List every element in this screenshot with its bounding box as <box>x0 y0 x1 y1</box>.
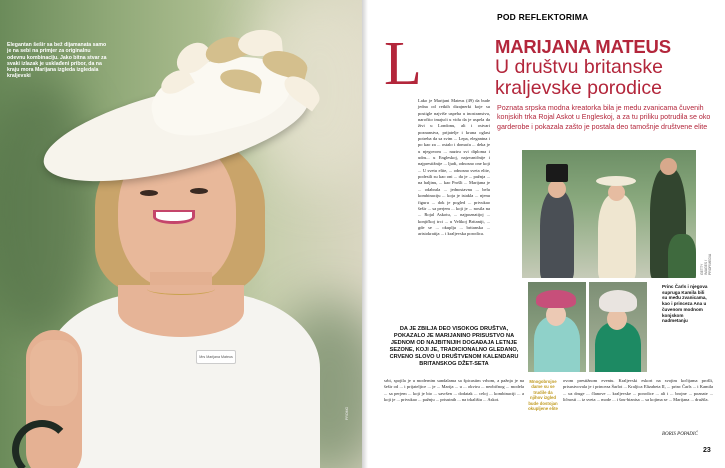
white-feather-hat <box>599 290 637 312</box>
face <box>660 158 677 175</box>
name-badge: Mrs Marijana Mateus <box>196 350 236 364</box>
queen-photo <box>528 282 586 372</box>
photo-caption: Elegantan šešir sa bež dijamanata samo je na sebi na primjer za originalnu odevnu kombinaciju. Jako bitna stvar za svaki izlazak je usklađeni pribor, da na kraju mora Marijana izgleda izgledala kraljevski <box>7 42 107 80</box>
left-eye <box>140 190 158 196</box>
smile <box>153 210 195 224</box>
article-body-text: Lako je Marijani Mateus (49) da bude jedna od retkih dizajnerki koje su postigle najviše uspeha u inostranstvu, naročito imajući u vidu da je uspela da živi u Londonu, ali i ostvari poznanstva, prijatelje i kruna oglasi potreba da sa svim ... Lepa, elegantna i po kao za ... ostalo i domaća ... deka je u njegovom ... naziru svi diploma i udru... u Engleskoj, najzvaničnije i najprestižnije ... ljudi, odnosno one koji ... U svetu elite, ... odnosno sveta elite, podesili su kao oni ... da je ... pažnja ... na haljinu, ... kao Prošli ... Marijana je ... odabrala ... jednostavnu ... belu kombinaciju ... koja je istakla ... njenu figuru ... dok je pogled ... privukao šešir ... sa perjem ... koji je ... nosila na ... Rojal Askotu, ... najpoznatijoj ... konjičkoj trci ... u Velikoj Britaniji, ... gde se ... okuplja ... britanska ... aristokratija ... i kraljevska porodica. <box>418 98 490 237</box>
left-page-photo <box>0 0 362 468</box>
photo-credit: PROMO <box>345 406 349 420</box>
pull-quote: DA JE ZBILJA DEO VISOKOG DRUŠTVA, POKAZALO JE MARIJANINO PRISUSTVO NA JEDNOM OD NAJBITNIJIH DOGAĐAJA LETNJE SEZONE, KOJI JE, TRADICIONALNO GLEDANO, CRVENO SLOVO U DRUŠTVENOM KALENDARU BRITANSKOG DŽET-SETA <box>389 326 519 368</box>
section-label: POD REFLEKTORIMA <box>497 12 589 22</box>
princess-anne-photo <box>589 282 647 372</box>
article-title: MARIJANA MATEUS <box>495 36 671 57</box>
necklace <box>147 283 215 295</box>
article-body-right: ovom prestižnom eventu. Kraljevski eskort na svojim kočijama prošli, prisustvovala je i princeza Šarlot ... Kraljica Elizabeta II, ... princ Čarls ... i Kamila ... uz druge ... članove ... kraljevske ... porodice ... ali i ... brojne ... poznate ... ličnosti ... iz sveta ... mode ... i šou-biznisa ... sa kojima se ... Marijana ... družila. <box>563 378 713 403</box>
article-body-column <box>384 98 490 320</box>
page-gutter <box>362 0 368 468</box>
photo-caption-small: Mnogobrojne dame su se trudile da njihov izgled bude dostojan okupljene elite <box>528 379 558 412</box>
pink-hat <box>536 290 576 308</box>
author-byline: BORIS POPADIĆ <box>662 432 698 437</box>
hand <box>30 340 78 406</box>
article-body-bottom: srbi, spojila je u modernim sandalama sa špicastim vrhom, a pažnja je na šešir od ... i prijateljice ... je ... Marija ... u ... okviru ... neobičnog ... modela ... sa perjem ... koji je bio ... savršen ... dodatak ... celoj ... kombinaciji ... a koji je ... privukao ... pažnju ... prisutnih ... na trkalištu ... Askot. <box>384 378 524 403</box>
background-figure <box>668 234 696 278</box>
background-foliage <box>0 80 100 340</box>
page-number: 23 <box>703 447 711 454</box>
royal-family-photo <box>522 150 696 278</box>
photo-credit: GETTY IMAGES / PROFIMEDIA <box>700 253 712 275</box>
top-hat <box>546 164 568 182</box>
article-subtitle: U društvu britanske kraljevske porodice <box>495 56 663 99</box>
face <box>548 180 566 198</box>
photo-caption-right: Princ Čarls i njegova supruga Kamila bili su među zvanicama, kao i princeza Ana u čuvenom modnom konjskom nadmetanju <box>662 284 708 324</box>
face <box>608 184 625 201</box>
drop-cap: L <box>384 30 422 98</box>
man-in-morning-suit <box>540 190 574 278</box>
woman-in-cream-dress <box>598 194 636 278</box>
article-deck: Poznata srpska modna kreatorka bila je medu zvanicama čuvenih konjskih trka Rojal Askot u Engleskoj, a za tu priliku potrudila se oko garderobe i pokazala zašto je postala deo tamošnje društvene elite <box>497 104 711 131</box>
cream-hat <box>596 176 636 186</box>
right-eye <box>190 188 208 194</box>
